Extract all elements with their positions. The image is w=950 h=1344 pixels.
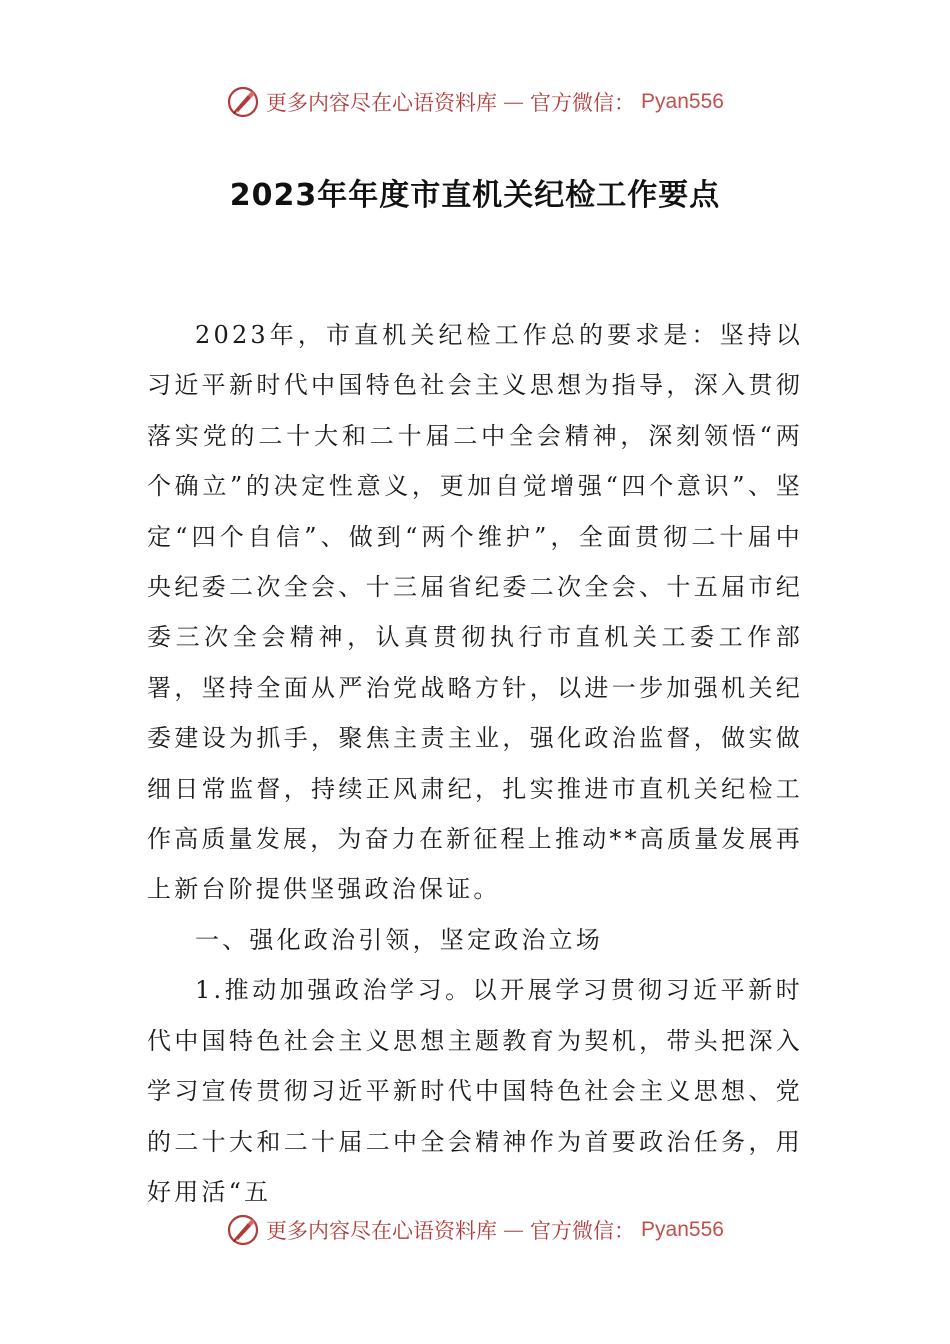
fountain-pen-logo-icon: [226, 1213, 260, 1247]
watermark-label: 官方微信：: [530, 91, 636, 115]
watermark-text: 更多内容尽在心语资料库: [266, 1219, 498, 1243]
section-heading-1: 一、强化政治引领，坚定政治立场: [195, 925, 603, 954]
watermark-separator: —: [503, 1218, 525, 1242]
document-body: [147, 310, 803, 1217]
watermark-banner-bottom: [0, 1208, 950, 1252]
watermark-text: 更多内容尽在心语资料库: [266, 91, 498, 115]
watermark-label: 官方微信：: [530, 1219, 636, 1243]
watermark-handle: Pyan556: [641, 1218, 724, 1241]
document-title: 2023年年度市直机关纪检工作要点: [229, 178, 721, 213]
paragraph-item-1: 1.推动加强政治学习。以开展学习贯彻习近平新时代中国特色社会主义思想主题教育为契机，带头把深入学习宣传贯彻习近平新时代中国特色社会主义思想、党的二十大和二十届二中全会精神作为首要政治任务，用好用活“五: [147, 976, 803, 1206]
fountain-pen-logo-icon: [226, 85, 260, 119]
watermark-separator: —: [503, 90, 525, 114]
watermark-handle: Pyan556: [641, 90, 724, 113]
paragraph-intro: 2023年，市直机关纪检工作总的要求是：坚持以习近平新时代中国特色社会主义思想为指导，深入贯彻落实党的二十大和二十届二中全会精神，深刻领悟“两个确立”的决定性意义，更加自觉增强“四个意识”、坚定“四个自信”、做到“两个维护”，全面贯彻二十届中央纪委二次全会、十三届省纪委二次全会、十五届市纪委三次全会精神，认真贯彻执行市直机关工委工作部署，坚持全面从严治党战略方针，以进一步加强机关纪委建设为抓手，聚焦主责主业，强化政治监督，做实做细日常监督，持续正风肃纪，扎实推进市直机关纪检工作高质量发展，为奋力在新征程上推动**高质量发展再上新台阶提供坚强政治保证。: [147, 321, 803, 904]
watermark-banner-top: [0, 80, 950, 124]
